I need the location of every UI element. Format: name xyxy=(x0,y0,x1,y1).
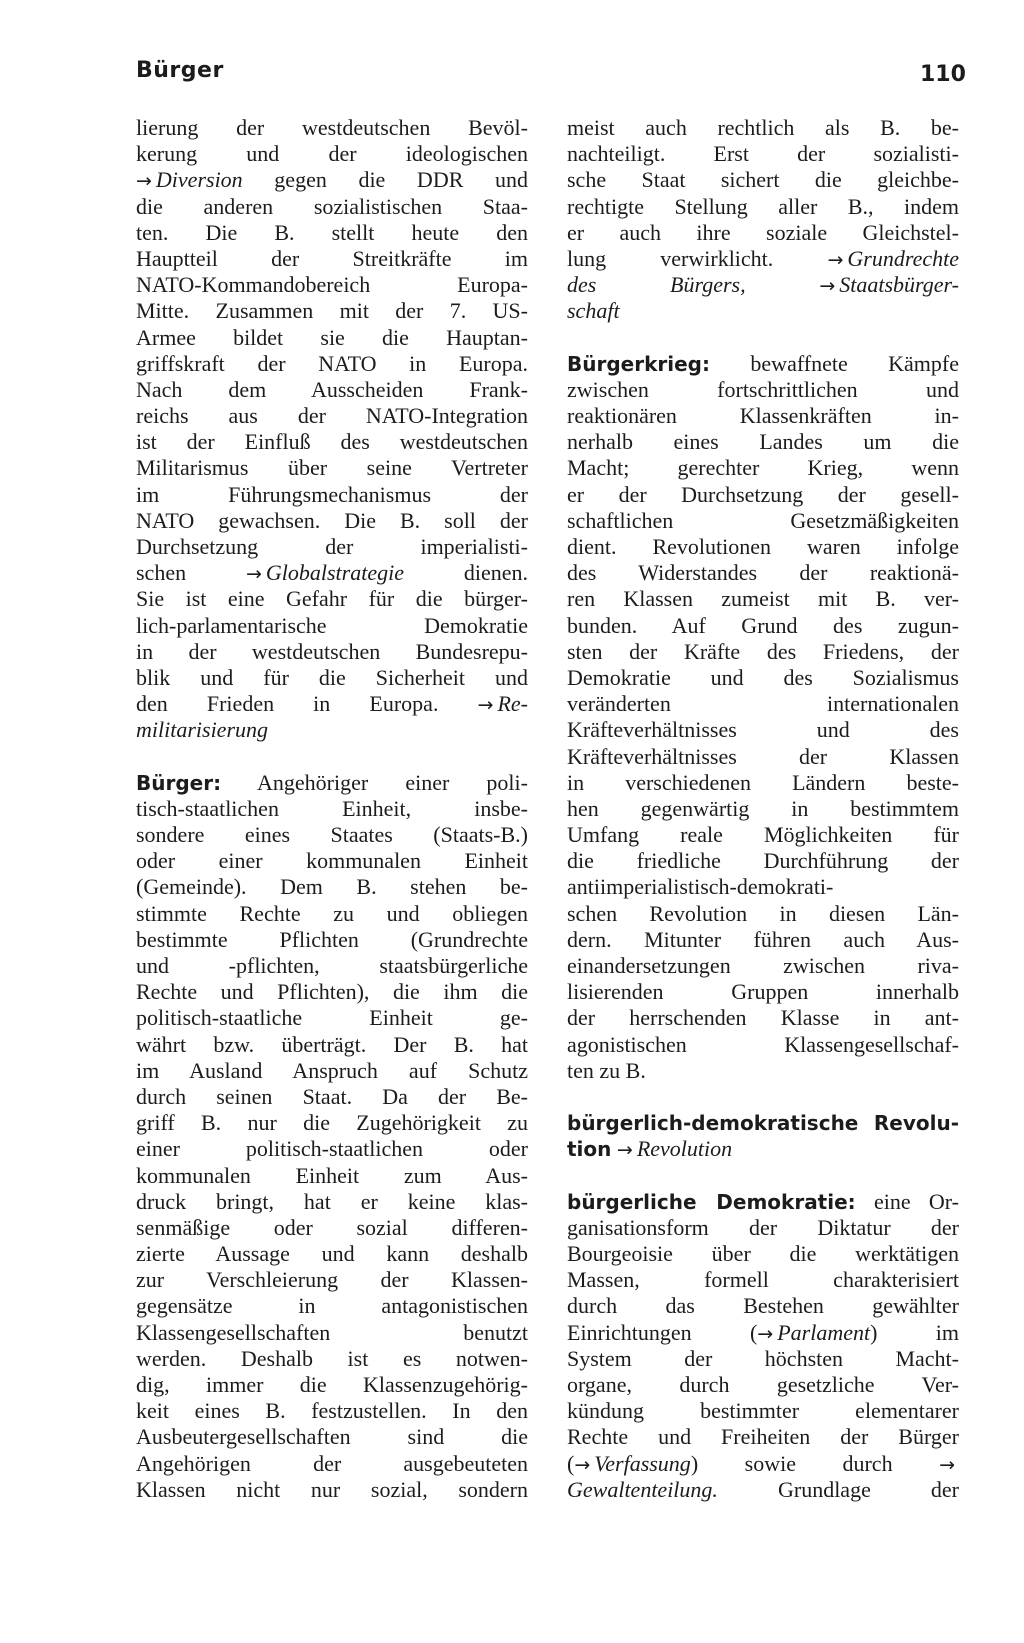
text-line xyxy=(567,534,959,560)
text-line xyxy=(567,1136,959,1162)
text-line xyxy=(567,272,959,298)
text-line xyxy=(136,1398,528,1424)
text-line xyxy=(136,1189,528,1215)
text-line xyxy=(136,1451,528,1477)
body-text: sten der Kräfte des Friedens, der xyxy=(567,638,959,664)
text-line xyxy=(136,1267,528,1293)
text-line xyxy=(136,953,528,979)
body-text: ten zu B. xyxy=(567,1057,646,1083)
text-line xyxy=(136,115,528,141)
body-text: Durchsetzung der imperialisti- xyxy=(136,534,528,559)
text-line xyxy=(136,639,528,665)
body-text: nerhalb eines Landes um die xyxy=(567,429,959,455)
body-text: die anderen sozialistischen Staa- xyxy=(136,193,528,219)
text-line xyxy=(567,1032,959,1058)
text-line xyxy=(567,848,959,874)
text-line xyxy=(136,1477,528,1503)
text-line xyxy=(136,141,528,167)
body-text: kündung bestimmter elementarer xyxy=(567,1398,959,1424)
body-text: veränderten internationalen xyxy=(567,691,959,717)
text-line xyxy=(136,272,528,298)
paragraph-gap xyxy=(136,744,528,770)
text-line xyxy=(567,1267,959,1293)
right-column xyxy=(567,115,959,1503)
text-line xyxy=(567,1424,959,1450)
entry-headword: bürgerliche Demokratie: xyxy=(567,1189,856,1214)
cross-reference-term: Parlament xyxy=(777,1319,871,1345)
text-line xyxy=(567,1110,959,1136)
body-text: der herrschenden Klasse in ant- xyxy=(567,1005,959,1031)
text-line xyxy=(136,220,528,246)
text-line xyxy=(567,560,959,586)
text-line xyxy=(136,1136,528,1162)
text-line xyxy=(567,1451,959,1477)
text-line xyxy=(567,1189,959,1215)
text-line xyxy=(567,770,959,796)
text-line xyxy=(136,429,528,455)
text-line xyxy=(567,429,959,455)
text-line xyxy=(136,1293,528,1319)
body-text: dient. Revolutionen waren infolge xyxy=(567,534,959,559)
text-line xyxy=(567,1346,959,1372)
body-text: schen Revolution in diesen Län- xyxy=(567,900,959,926)
text-line xyxy=(136,325,528,351)
body-text: gegensätze in antagonistischen xyxy=(136,1293,528,1319)
text-line xyxy=(567,482,959,508)
cross-reference-term: Grundrechte xyxy=(847,245,959,271)
text-line xyxy=(136,377,528,403)
text-line xyxy=(567,901,959,927)
text-line xyxy=(136,717,528,743)
text-line xyxy=(136,874,528,900)
text-line xyxy=(136,770,528,796)
body-text: politisch-staatliche Einheit ge- xyxy=(136,1005,528,1031)
entry-headword: tion xyxy=(567,1137,612,1162)
text-line xyxy=(567,665,959,691)
body-text: dienen. xyxy=(403,560,528,586)
body-text: einer politisch-staatlichen oder xyxy=(136,1136,528,1162)
body-text: reaktionären Klassenkräften in- xyxy=(567,403,959,429)
text-line xyxy=(567,220,959,246)
body-text: im Führungsmechanismus der xyxy=(136,481,528,507)
body-text: senmäßige oder sozial differen- xyxy=(136,1214,528,1240)
text-line xyxy=(136,901,528,927)
cross-reference-term: Revolution xyxy=(636,1136,733,1162)
paragraph-gap xyxy=(567,1163,959,1189)
body-text: ist der Einfluß des westdeutschen xyxy=(136,429,528,455)
text-line xyxy=(567,1320,959,1346)
text-line xyxy=(136,246,528,272)
body-text: reichs aus der NATO-Integration xyxy=(136,403,528,429)
text-line xyxy=(567,351,959,377)
text-line xyxy=(136,1084,528,1110)
body-text: zur Verschleierung der Klassen- xyxy=(136,1267,528,1293)
body-text: lich-parlamentarische Demokratie xyxy=(136,612,528,638)
text-line xyxy=(136,482,528,508)
body-text: er auch ihre soziale Gleichstel- xyxy=(567,219,959,245)
text-line xyxy=(136,927,528,953)
text-line xyxy=(567,455,959,481)
text-line xyxy=(136,455,528,481)
cross-reference-arrow-icon: → xyxy=(939,1453,955,1476)
text-line xyxy=(567,1398,959,1424)
cross-reference-term: Diversion xyxy=(155,167,243,193)
cross-reference-term: Globalstrategie xyxy=(265,560,404,586)
body-text: griff B. nur die Zugehörigkeit zu xyxy=(136,1110,528,1136)
cross-reference-term: Verfassung xyxy=(594,1450,691,1476)
body-text: des Widerstandes der reaktionä- xyxy=(567,560,959,586)
body-text: lisierenden Gruppen innerhalb xyxy=(567,979,959,1005)
body-text: Rechte und Freiheiten der Bürger xyxy=(567,1424,959,1450)
cross-reference-term: des Bürgers, xyxy=(567,272,820,298)
text-line xyxy=(136,1346,528,1372)
body-text: werden. Deshalb ist es notwen- xyxy=(136,1345,528,1371)
body-text: dern. Mitunter führen auch Aus- xyxy=(567,926,959,952)
body-text: schen xyxy=(136,560,246,586)
body-text: (Gemeinde). Dem B. stehen be- xyxy=(136,874,528,900)
body-text: Einrichtungen ( xyxy=(567,1319,758,1345)
text-line xyxy=(567,1477,959,1503)
cross-reference-arrow-icon: → xyxy=(136,170,152,193)
cross-reference-arrow-icon: → xyxy=(757,1322,774,1345)
body-text: eine Or- xyxy=(855,1188,959,1214)
cross-reference-term: Re- xyxy=(497,691,528,717)
entry-headword: Bürger: xyxy=(136,770,222,795)
text-line xyxy=(136,848,528,874)
body-text: Rechte und Pflichten), die ihm die xyxy=(136,979,528,1005)
body-text: sche Staat sichert die gleichbe- xyxy=(567,167,959,193)
body-text: sondere eines Staates (Staats-B.) xyxy=(136,822,528,848)
cross-reference-term: Gewaltenteilung. xyxy=(567,1476,718,1502)
body-text: keit eines B. festzustellen. In den xyxy=(136,1398,528,1424)
body-text: System der höchsten Macht- xyxy=(567,1345,959,1371)
text-line xyxy=(567,377,959,403)
left-column xyxy=(136,115,528,1503)
text-line xyxy=(567,1005,959,1031)
body-text: Umfang reale Möglichkeiten für xyxy=(567,822,959,848)
body-text: Nach dem Ausscheiden Frank- xyxy=(136,376,528,402)
body-text: er der Durchsetzung der gesell- xyxy=(567,481,959,507)
body-text: stimmte Rechte zu und obliegen xyxy=(136,900,528,926)
body-text: bewaffnete Kämpfe xyxy=(710,350,959,376)
text-line xyxy=(136,822,528,848)
entry-headword: bürgerlich-demokratische Revolu- xyxy=(567,1111,959,1136)
cross-reference-arrow-icon: → xyxy=(819,275,836,298)
body-text: Armee bildet sie die Hauptan- xyxy=(136,324,528,350)
body-text: antiimperialistisch-demokrati- xyxy=(567,874,834,900)
body-text: agonistischen Klassengesellschaf- xyxy=(567,1031,959,1057)
text-line xyxy=(567,586,959,612)
paragraph-gap xyxy=(567,325,959,351)
body-text: rechtigte Stellung aller B., indem xyxy=(567,193,959,219)
body-text: in verschiedenen Ländern beste- xyxy=(567,769,959,795)
text-line xyxy=(567,298,959,324)
text-line xyxy=(136,1215,528,1241)
body-text: kerung und der ideologischen xyxy=(136,141,528,167)
body-text: in der westdeutschen Bundesrepu- xyxy=(136,638,528,664)
text-line xyxy=(567,953,959,979)
body-text: durch seinen Staat. Da der Be- xyxy=(136,1083,528,1109)
body-text: ren Klassen zumeist mit B. ver- xyxy=(567,586,959,612)
text-line xyxy=(136,508,528,534)
text-line xyxy=(136,1110,528,1136)
text-line xyxy=(567,246,959,272)
text-line xyxy=(136,1424,528,1450)
body-text: bunden. Auf Grund des zugun- xyxy=(567,612,959,638)
text-line xyxy=(136,1032,528,1058)
body-text: den Frieden in Europa. xyxy=(136,691,478,717)
cross-reference-term: Staatsbürger- xyxy=(839,272,959,298)
body-text: ( xyxy=(567,1450,575,1476)
text-line xyxy=(567,613,959,639)
text-line xyxy=(136,167,528,193)
text-line xyxy=(136,1372,528,1398)
body-text: währt bzw. überträgt. Der B. hat xyxy=(136,1031,528,1057)
body-text: lierung der westdeutschen Bevöl- xyxy=(136,115,528,140)
text-line xyxy=(567,1241,959,1267)
text-line xyxy=(136,1163,528,1189)
text-line xyxy=(567,639,959,665)
body-text: Angehöriger einer poli- xyxy=(221,769,528,795)
text-line xyxy=(136,351,528,377)
text-line xyxy=(136,194,528,220)
body-text: ten. Die B. stellt heute den xyxy=(136,219,528,245)
text-line xyxy=(567,874,959,900)
body-text: ) im xyxy=(870,1319,959,1345)
body-text: hen gegenwärtig in bestimmtem xyxy=(567,795,959,821)
text-line xyxy=(567,822,959,848)
body-text: Grundlage der xyxy=(717,1476,959,1502)
body-text: organe, durch gesetzliche Ver- xyxy=(567,1372,959,1397)
body-text: NATO-Kommandobereich Europa- xyxy=(136,272,528,298)
text-line xyxy=(136,403,528,429)
text-line xyxy=(136,1241,528,1267)
body-text: Hauptteil der Streitkräfte im xyxy=(136,245,528,271)
text-line xyxy=(136,1320,528,1346)
body-text: Klassengesellschaften benutzt xyxy=(136,1319,528,1345)
body-text: Angehörigen der ausgebeuteten xyxy=(136,1450,528,1476)
text-line xyxy=(136,1005,528,1031)
text-line xyxy=(136,586,528,612)
body-text: Klassen nicht nur sozial, sondern xyxy=(136,1476,528,1502)
text-line xyxy=(136,298,528,324)
body-text: griffskraft der NATO in Europa. xyxy=(136,350,528,376)
text-line xyxy=(567,167,959,193)
cross-reference-arrow-icon: → xyxy=(574,1453,591,1476)
body-text: Ausbeutergesellschaften sind die xyxy=(136,1424,528,1450)
text-line xyxy=(567,1215,959,1241)
body-text: Militarismus über seine Vertreter xyxy=(136,455,528,481)
text-line xyxy=(136,1058,528,1084)
body-text: blik und für die Sicherheit und xyxy=(136,664,528,690)
body-text: dig, immer die Klassenzugehörig- xyxy=(136,1372,528,1397)
cross-reference-arrow-icon: → xyxy=(616,1139,633,1162)
text-line xyxy=(567,115,959,141)
cross-reference-arrow-icon: → xyxy=(245,563,262,586)
text-line xyxy=(567,403,959,429)
body-text: schaftlichen Gesetzmäßigkeiten xyxy=(567,507,959,533)
text-line xyxy=(567,194,959,220)
body-text: zwischen fortschrittlichen und xyxy=(567,376,959,402)
body-text: nachteiligt. Erst der sozialisti- xyxy=(567,141,959,167)
body-text: Demokratie und des Sozialismus xyxy=(567,664,959,690)
text-line xyxy=(567,744,959,770)
text-line xyxy=(567,796,959,822)
body-text: tisch-staatlichen Einheit, insbe- xyxy=(136,795,528,821)
body-text: durch das Bestehen gewählter xyxy=(567,1293,959,1319)
body-text: und -pflichten, staatsbürgerliche xyxy=(136,953,528,978)
body-text: Kräfteverhältnisses und des xyxy=(567,717,959,743)
body-text: zierte Aussage und kann deshalb xyxy=(136,1241,528,1267)
entry-headword: Bürgerkrieg: xyxy=(567,351,710,376)
body-text: Sie ist eine Gefahr für die bürger- xyxy=(136,586,528,612)
text-line xyxy=(567,508,959,534)
text-line xyxy=(567,927,959,953)
body-text: druck bringt, hat er keine klas- xyxy=(136,1188,528,1214)
body-text: ganisationsform der Diktatur der xyxy=(567,1214,959,1240)
body-text: lung verwirklicht. xyxy=(567,245,828,271)
body-text: die friedliche Durchführung der xyxy=(567,848,959,874)
text-line xyxy=(567,141,959,167)
body-text: kommunalen Einheit zum Aus- xyxy=(136,1162,528,1188)
text-line xyxy=(136,665,528,691)
text-line xyxy=(136,979,528,1005)
text-line xyxy=(567,1372,959,1398)
cross-reference-term: militarisierung xyxy=(136,717,269,743)
page-number: 110 xyxy=(920,62,966,87)
text-line xyxy=(567,717,959,743)
body-text: Kräfteverhältnisses der Klassen xyxy=(567,743,959,769)
body-text: meist auch rechtlich als B. be- xyxy=(567,115,959,140)
running-head: Bürger xyxy=(136,58,224,83)
cross-reference-arrow-icon: → xyxy=(827,248,844,271)
text-line xyxy=(136,613,528,639)
text-line xyxy=(567,979,959,1005)
body-text: oder einer kommunalen Einheit xyxy=(136,848,528,874)
text-line xyxy=(136,796,528,822)
body-text: Bourgeoisie über die werktätigen xyxy=(567,1241,959,1267)
text-line xyxy=(567,691,959,717)
cross-reference-term: schaft xyxy=(567,298,620,324)
body-text: NATO gewachsen. Die B. soll der xyxy=(136,507,528,533)
text-line xyxy=(136,534,528,560)
body-text: Massen, formell charakterisiert xyxy=(567,1267,959,1293)
text-line xyxy=(567,1058,959,1084)
body-text: gegen die DDR und xyxy=(242,167,528,193)
text-line xyxy=(136,691,528,717)
body-text: Mitte. Zusammen mit der 7. US- xyxy=(136,298,528,324)
body-text: einandersetzungen zwischen riva- xyxy=(567,953,959,978)
body-text: im Ausland Anspruch auf Schutz xyxy=(136,1057,528,1083)
body-text: Macht; gerechter Krieg, wenn xyxy=(567,455,959,481)
body-text: bestimmte Pflichten (Grundrechte xyxy=(136,926,528,952)
text-line xyxy=(136,560,528,586)
text-line xyxy=(567,1293,959,1319)
paragraph-gap xyxy=(567,1084,959,1110)
cross-reference-arrow-icon: → xyxy=(477,694,494,717)
body-text: ) sowie durch xyxy=(690,1450,940,1476)
